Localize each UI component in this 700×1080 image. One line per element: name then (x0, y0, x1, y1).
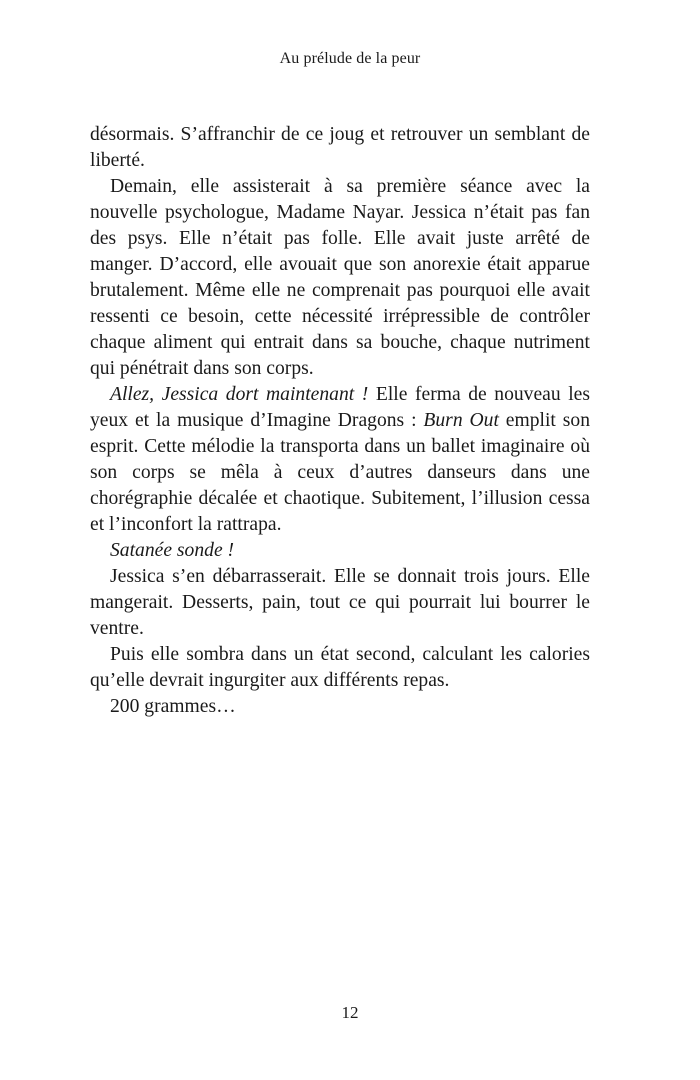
paragraph-3-text-b: emplit son esprit. Cette mélodie la transporta dans un ballet imaginaire où son corps se mêla à ceux d’autres danseurs dans une chorégraphie décalée et chaotique. Subitement, l’illusion cessa et l’inconfort la rattrapa. (90, 410, 590, 535)
paragraph-4 (90, 538, 590, 564)
running-header: Au prélude de la peur (279, 50, 421, 67)
italic-exclamation: Satanée sonde ! (110, 540, 235, 561)
paragraph-6: Puis elle sombra dans un état second, calculant les calories qu’elle devrait ingurgiter aux différents repas. (90, 644, 590, 691)
paragraph-7: 200 grammes… (110, 696, 236, 717)
paragraph-3 (90, 382, 590, 538)
song-title: Burn Out (423, 410, 499, 431)
paragraph-3-text-a: Elle ferma de nouveau les yeux et la musique d’Imagine Dragons : (90, 384, 590, 431)
page-number: 12 (341, 1003, 359, 1022)
paragraph-5: Jessica s’en débarrasserait. Elle se donnait trois jours. Elle mangerait. Desserts, pain, tout ce qui pourrait lui bourrer le ventre. (90, 566, 590, 639)
paragraph-2: Demain, elle assisterait à sa première séance avec la nouvelle psychologue, Madame Nayar. Jessica n’était pas fan des psys. Elle n’était pas folle. Elle avait juste arrêté de manger. D’accord, elle avouait que son anorexie était apparue brutalement. Même elle ne comprenait pas pourquoi elle avait ressenti ce besoin, cette nécessité irrépressible de contrôler chaque aliment qui entrait dans sa bouche, chaque nutriment qui pénétrait dans son corps. (90, 176, 590, 379)
italic-thought: Allez, Jessica dort maintenant ! (110, 384, 369, 405)
body-text (90, 122, 590, 720)
paragraph-1: désormais. S’affranchir de ce joug et retrouver un semblant de liberté. (90, 124, 590, 171)
